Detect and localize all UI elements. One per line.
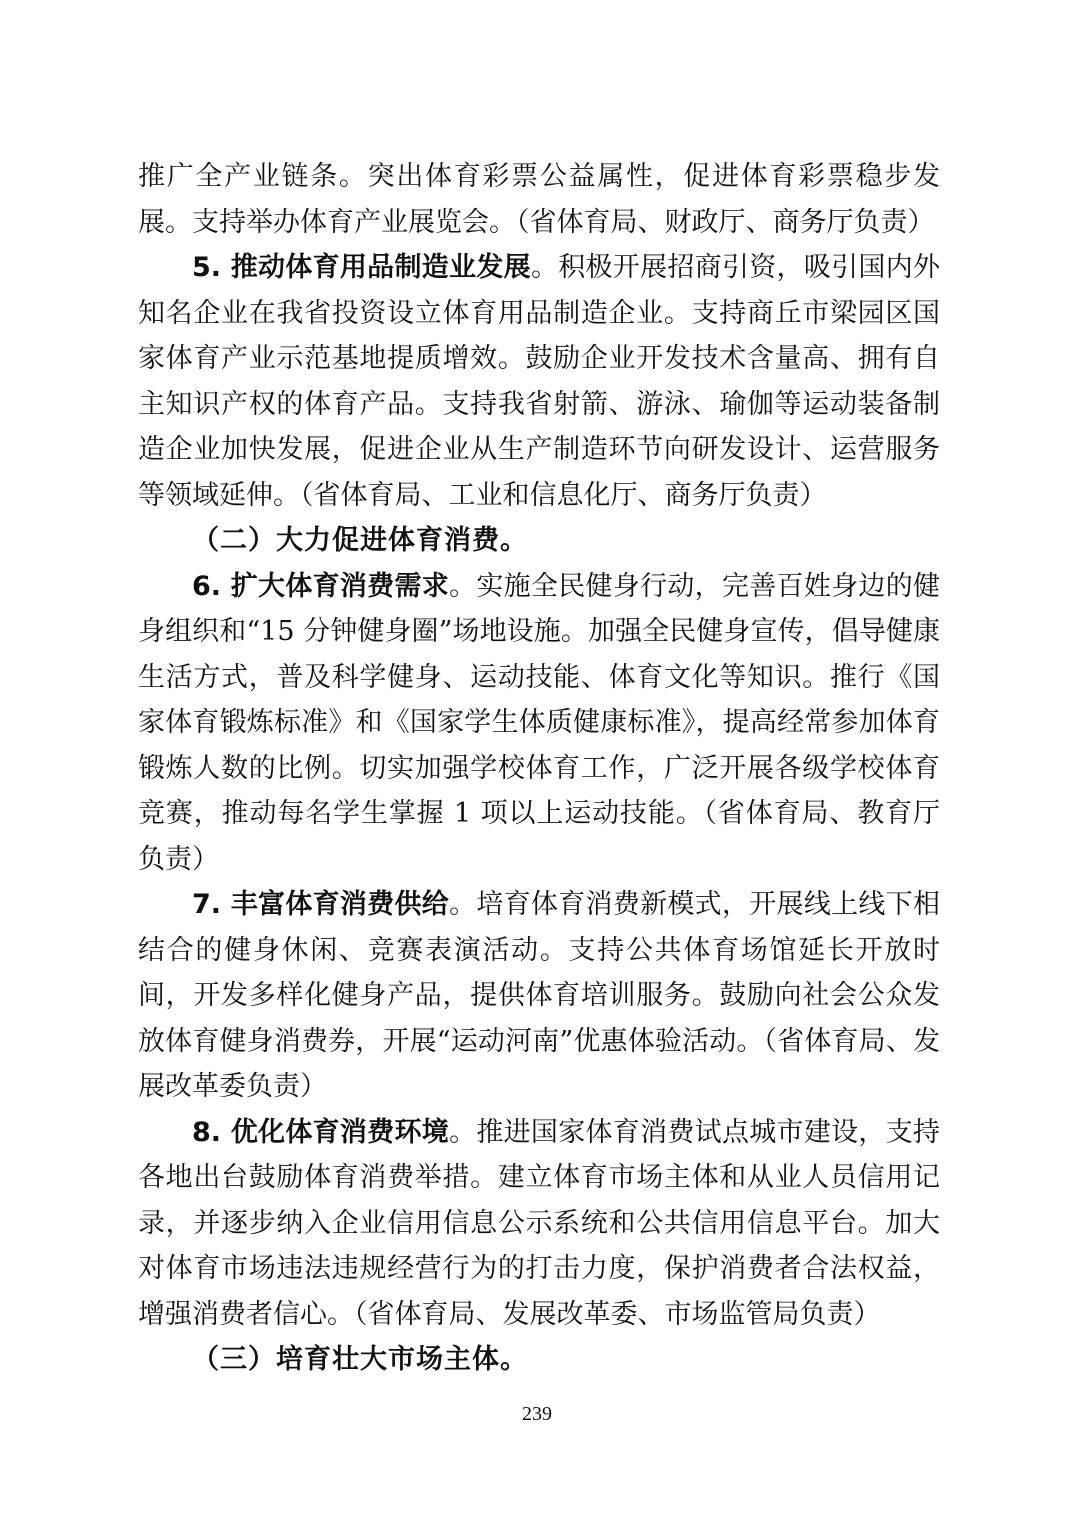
section-heading-3: （三）培育壮大市场主体。 — [192, 1344, 528, 1375]
paragraph-item-5 — [138, 245, 940, 518]
page-number: 239 — [522, 1403, 552, 1425]
paragraph-item-7 — [138, 882, 940, 1110]
paragraph-continuation — [138, 154, 940, 245]
paragraph-text: 推广全产业链条。突出体育彩票公益属性，促进体育彩票稳步发展。支持举办体育产业展览会。（省体育局、财政厅、商务厅负责） — [138, 161, 940, 238]
paragraph-text: 。实施全民健身行动，完善百姓身边的健身组织和“15 分钟健身圈”场地设施。加强全民健身宣传，倡导健康生活方式，普及科学健身、运动技能、体育文化等知识。推行《国家体育锻炼标准》和《国家学生体质健康标准》，提高经常参加体育锻炼人数的比例。切实加强学校体育工作，广泛开展各级学校体育竞赛，推动每名学生掌握 1 项以上运动技能。（省体育局、教育厅负责） — [138, 570, 940, 875]
paragraph-text: 。推进国家体育消费试点城市建设，支持各地出台鼓励体育消费举措。建立体育市场主体和从业人员信用记录，并逐步纳入企业信用信息公示系统和公共信用信息平台。加大对体育市场违法违规经营行为的打击力度，保护消费者合法权益，增强消费者信心。（省体育局、发展改革委、市场监管局负责） — [138, 1116, 940, 1330]
document-body — [138, 154, 940, 1383]
item-lead-8: 8. 优化体育消费环境 — [192, 1116, 450, 1148]
paragraph-text: 。培育体育消费新模式，开展线上线下相结合的健身休闲、竞赛表演活动。支持公共体育场馆延长开放时间，开发多样化健身产品，提供体育培训服务。鼓励向社会公众发放体育健身消费券，开展“运动河南”优惠体验活动。（省体育局、发展改革委负责） — [138, 889, 940, 1102]
item-lead-5: 5. 推动体育用品制造业发展 — [192, 252, 531, 283]
paragraph-item-8 — [138, 1110, 940, 1338]
paragraph-item-6 — [138, 564, 940, 883]
section-heading-2: （二）大力促进体育消费。 — [192, 525, 528, 556]
item-lead-6: 6. 扩大体育消费需求 — [192, 570, 450, 602]
item-lead-7: 7. 丰富体育消费供给 — [192, 889, 450, 920]
paragraph-text: 。积极开展招商引资，吸引国内外知名企业在我省投资设立体育用品制造企业。支持商丘市梁园区国家体育产业示范基地提质增效。鼓励企业开发技术含量高、拥有自主知识产权的体育产品。支持我省射箭、游泳、瑜伽等运动装备制造企业加快发展，促进企业从生产制造环节向研发设计、运营服务等领域延伸。（省体育局、工业和信息化厅、商务厅负责） — [138, 252, 941, 511]
